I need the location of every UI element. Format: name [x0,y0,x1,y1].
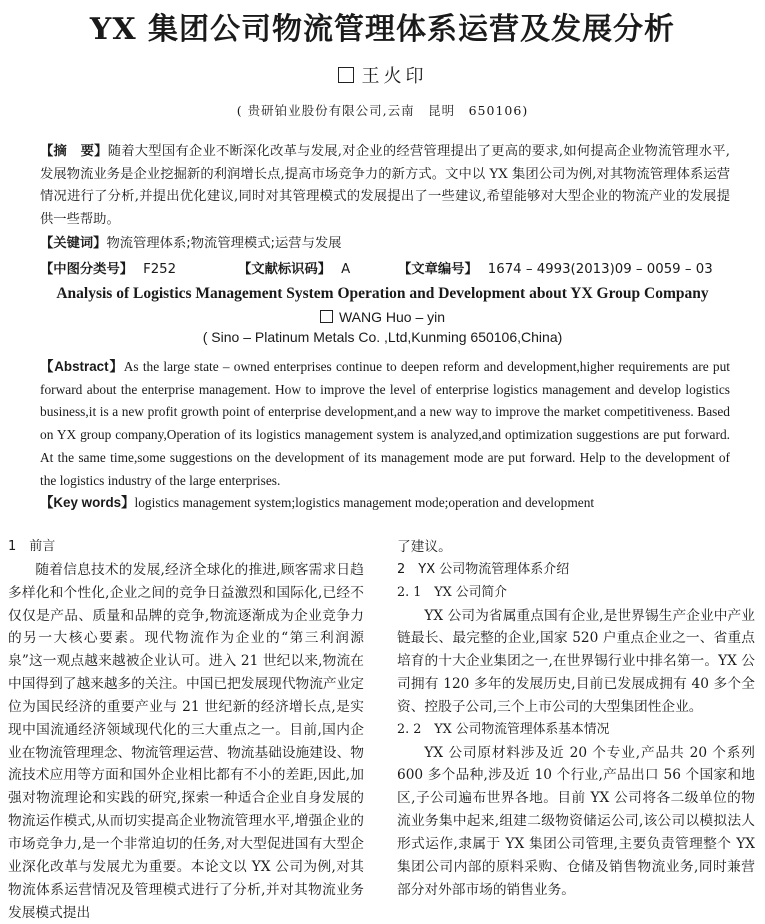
square-marker-icon [320,310,333,323]
square-marker-icon [338,67,354,83]
article-number-value: 1674 – 4993(2013)09 – 0059 – 03 [487,262,713,277]
paper-title: YX 集团公司物流管理体系运营及发展分析 [89,12,676,47]
affiliation: ( 贵研铂业股份有限公司,云南 昆明 650106) [236,103,529,118]
abstract-text: 随着大型国有企业不断深化改革与发展,对企业的经营管理提出了更高的要求,如何提高企业物流管理水平,发展物流业务是企业挖掘新的利润增长点,提高市场竞争力的新方式。文中以 YX 集团公司为例,对其物流管理体系运营情况进行了分析,并提出优化建议,同时对其管理模式的发展提出了一些建议,希望能够对大型企业的物流产业的发展提供一些帮助。 [40,144,730,227]
author-name: 王火印 [361,66,428,87]
subsection-2-1-paragraph: YX 公司为省属重点国有企业,是世界锡生产企业中产业链最长、最完整的企业,国家 520 户重点企业之一、省重点培育的十大企业集团之一,在世界锡行业中排名第一。YX 公司拥有 120 多年的发展历史,目前已发展成拥有 40 多个全资、控股子公司,三个上市公司的大型集团性企业。 [397,607,755,715]
keywords-text: 物流管理体系;物流管理模式;运营与发展 [106,236,342,251]
doc-code-label: 【文献标识码】 [238,262,332,277]
english-abstract-text: As the large state – owned enterprises continue to deepen reform and development,higher requirements are put forward about the enterprise management. How to improve the level of enterprise logistics management and develop logistics business,it is a new profit growth point of enterprise development,and a new way to improve the market competitiveness. Based on YX group company,Operation of its logistics management system is analyzed,and optimization suggestions are put forward. At the same time,some suggestions on the development of its management mode are put forward. Help to the development of the logistics industry of the large enterprises. [40,359,730,488]
keywords-en [40,492,730,515]
left-column [8,536,364,924]
section-heading-intro: 1 前言 [8,539,56,554]
abstract-label: 【摘 要】 [40,144,108,159]
english-abstract-label: 【Abstract】 [40,359,124,374]
subsection-heading-2-2: 2. 2 YX 公司物流管理体系基本情况 [397,721,610,737]
classification-clc [40,258,176,277]
subsection-heading-2-1: 2. 1 YX 公司简介 [397,584,508,600]
abstract-cn [40,141,730,231]
clc-value: F252 [143,262,177,277]
section-heading-2: 2 YX 公司物流管理体系介绍 [397,561,570,577]
doc-code-value: A [341,262,351,277]
english-author-line [0,309,765,325]
english-keywords-text: logistics management system;logistics management mode;operation and development [134,495,595,510]
abstract-en [40,356,730,492]
right-column [397,536,755,902]
classification-article [398,258,713,277]
english-title: Analysis of Logistics Management System Operation and Development about YX Group Company [56,285,709,302]
intro-paragraph: 随着信息技术的发展,经济全球化的推进,顾客需求日趋多样化和个性化,企业之间的竞争日益激烈和国际化,已经不仅仅是产品、质量和品牌的竞争,物流逐渐成为企业竞争力的另一大核心要素。现代物流作为企业的“第三利润源泉”这一观点越来越被企业认可。进入 21 世纪以来,物流在中国得到了越来越多的关注。中国已把发展现代物流产业定位为国民经济的重要产业与 21 世纪新的经济增长点,是实现中国流通经济领域现代化的三大重点之一。目前,国内企业在物流管理理念、物流管理运营、物流基础设施建设、物流技术应用等方面和国外企业相比都有不小的差距,因此,加强对物流理论和实践的研究,探索一种适合企业自身发展的物流运作模式,从而切实提高企业物流管理水平,增强企业的市场竞争力,是一个非常迫切的任务,对大型促进国有大型企业深化改革与发展尤为重要。本论文以 YX 公司为例,对其物流体系运营情况及管理模式进行了分析,并对其物流业务发展模式提出 [8,561,364,921]
continuation-text: 了建议。 [397,539,452,555]
subsection-2-2-paragraph: YX 公司原材料涉及近 20 个专业,产品共 20 个系列 600 多个品种,涉及近 10 个行业,产品出口 56 个国家和地区,子公司遍布世界各地。目前 YX 公司将各二级单位的物流业务集中起来,组建二级物资储运公司,该公司以模拟法人形式运作,隶属于 YX 集团公司管理,主要负责管理整个 YX 集团公司内部的原料采购、仓储及销售物流业务,同时兼营部分对外部市场的销售业务。 [397,744,755,898]
classification-doc [238,258,350,277]
keywords-label: 【关键词】 [40,236,107,251]
english-affiliation: ( Sino – Platinum Metals Co. ,Ltd,Kunming 650106,China) [202,329,563,345]
keywords-cn [40,232,342,251]
clc-label: 【中图分类号】 [40,262,134,277]
article-number-label: 【文章编号】 [398,262,478,277]
author-line [0,62,765,88]
english-author-name: WANG Huo – yin [338,309,446,325]
english-keywords-label: 【Key words】 [40,495,135,510]
